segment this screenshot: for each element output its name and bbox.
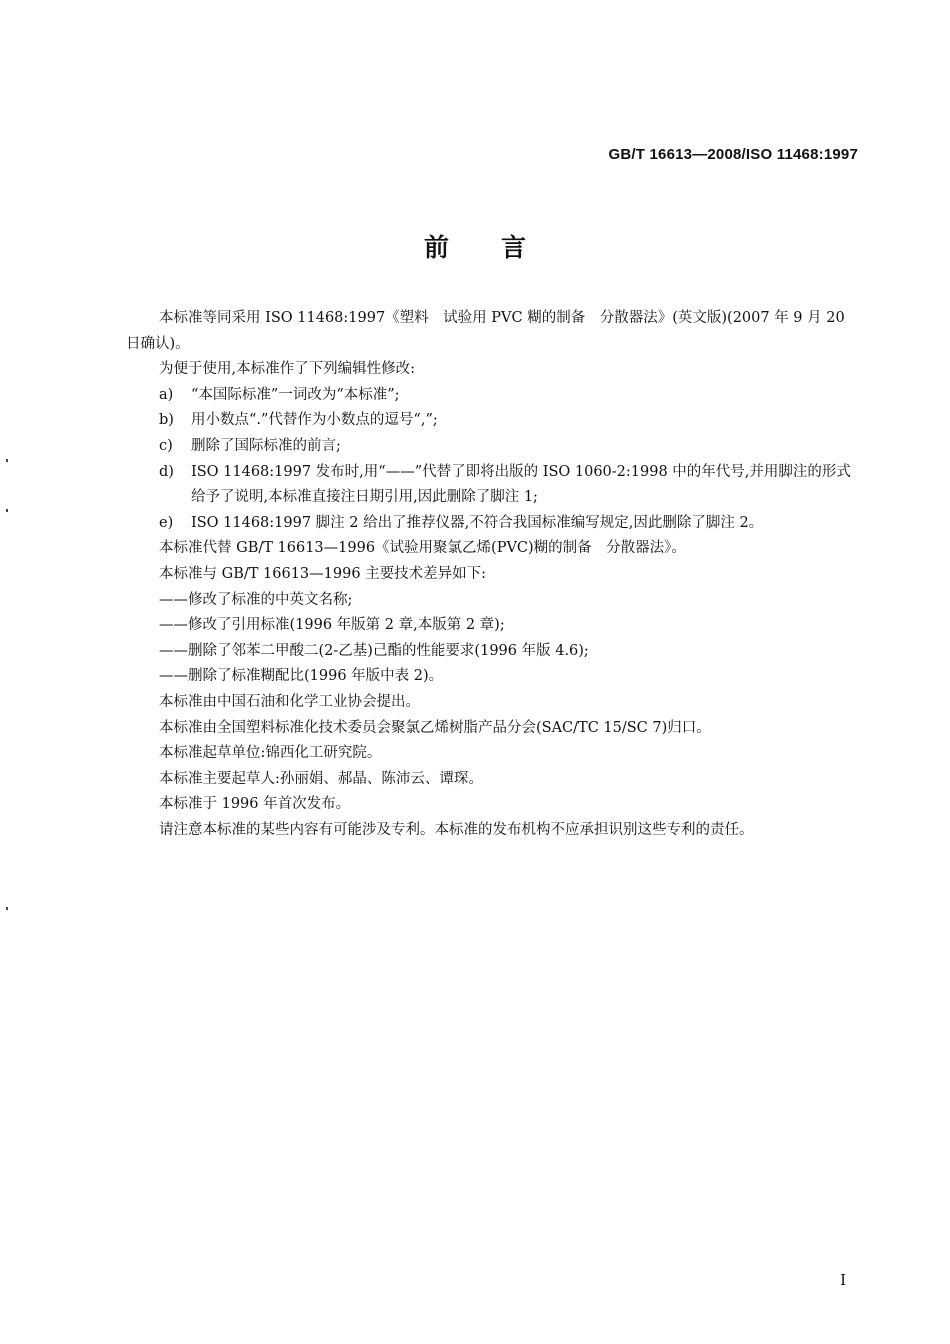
paragraph-differences-intro: 本标准与 GB/T 16613—1996 主要技术差异如下: bbox=[159, 565, 487, 582]
standard-code: GB/T 16613—2008/ISO 11468:1997 bbox=[608, 146, 858, 163]
list-item-text: ISO 11468:1997 发布时,用“——”代替了即将出版的 ISO 1060-2:1998 中的年代号,并用脚注的形式给予了说明,本标准直接注日期引用,因此删除了脚注 1; bbox=[191, 463, 851, 506]
list-marker: e) bbox=[159, 514, 174, 531]
list-marker: d) bbox=[159, 463, 174, 480]
paragraph-proposer: 本标准由中国石油和化学工业协会提出。 bbox=[159, 693, 420, 710]
list-item-text: 删除了国际标准的前言; bbox=[191, 437, 341, 454]
list-item bbox=[126, 408, 860, 434]
list-marker: c) bbox=[159, 437, 173, 454]
paragraph-patent-notice: 请注意本标准的某些内容有可能涉及专利。本标准的发布机构不应承担识别这些专利的责任。 bbox=[159, 821, 754, 838]
list-item-text: 用小数点“.”代替作为小数点的逗号“,”; bbox=[191, 412, 438, 429]
difference-item: ——删除了标准糊配比(1996 年版中表 2)。 bbox=[159, 668, 444, 685]
scan-speck bbox=[6, 509, 8, 512]
paragraph-committee: 本标准由全国塑料标准化技术委员会聚氯乙烯树脂产品分会(SAC/TC 15/SC 7)归口。 bbox=[159, 719, 711, 736]
paragraph-replaces: 本标准代替 GB/T 16613—1996《试验用聚氯乙烯(PVC)糊的制备 分散器法》。 bbox=[159, 540, 686, 557]
scan-speck bbox=[6, 459, 8, 462]
scan-speck bbox=[6, 907, 8, 910]
list-item bbox=[126, 460, 860, 511]
list-item-text: ISO 11468:1997 脚注 2 给出了推荐仪器,不符合我国标准编写规定,因此删除了脚注 2。 bbox=[191, 514, 764, 531]
paragraph-adoption: 本标准等同采用 ISO 11468:1997《塑料 试验用 PVC 糊的制备 分散器法》(英文版)(2007 年 9 月 20 日确认)。 bbox=[126, 310, 845, 352]
list-marker: b) bbox=[159, 412, 174, 429]
list-item bbox=[126, 511, 860, 537]
paragraph-drafters: 本标准主要起草人:孙丽娟、郝晶、陈沛云、谭琛。 bbox=[159, 770, 483, 787]
list-item bbox=[126, 434, 860, 460]
difference-item: ——修改了标准的中英文名称; bbox=[159, 591, 353, 608]
paragraph-drafting-unit: 本标准起草单位:锦西化工研究院。 bbox=[159, 745, 382, 762]
list-marker: a) bbox=[159, 386, 174, 403]
list-item-text: “本国际标准”一词改为“本标准”; bbox=[191, 386, 400, 403]
paragraph-first-issue: 本标准于 1996 年首次发布。 bbox=[159, 796, 351, 813]
list-item bbox=[126, 383, 860, 409]
difference-item: ——删除了邻苯二甲酸二(2-乙基)己酯的性能要求(1996 年版 4.6); bbox=[159, 642, 589, 659]
paragraph-edits-intro: 为便于使用,本标准作了下列编辑性修改: bbox=[159, 361, 415, 378]
page-number: I bbox=[840, 1271, 846, 1289]
page-title: 前言 bbox=[423, 233, 578, 262]
difference-item: ——修改了引用标准(1996 年版第 2 章,本版第 2 章); bbox=[159, 617, 505, 634]
foreword-body bbox=[126, 306, 860, 843]
